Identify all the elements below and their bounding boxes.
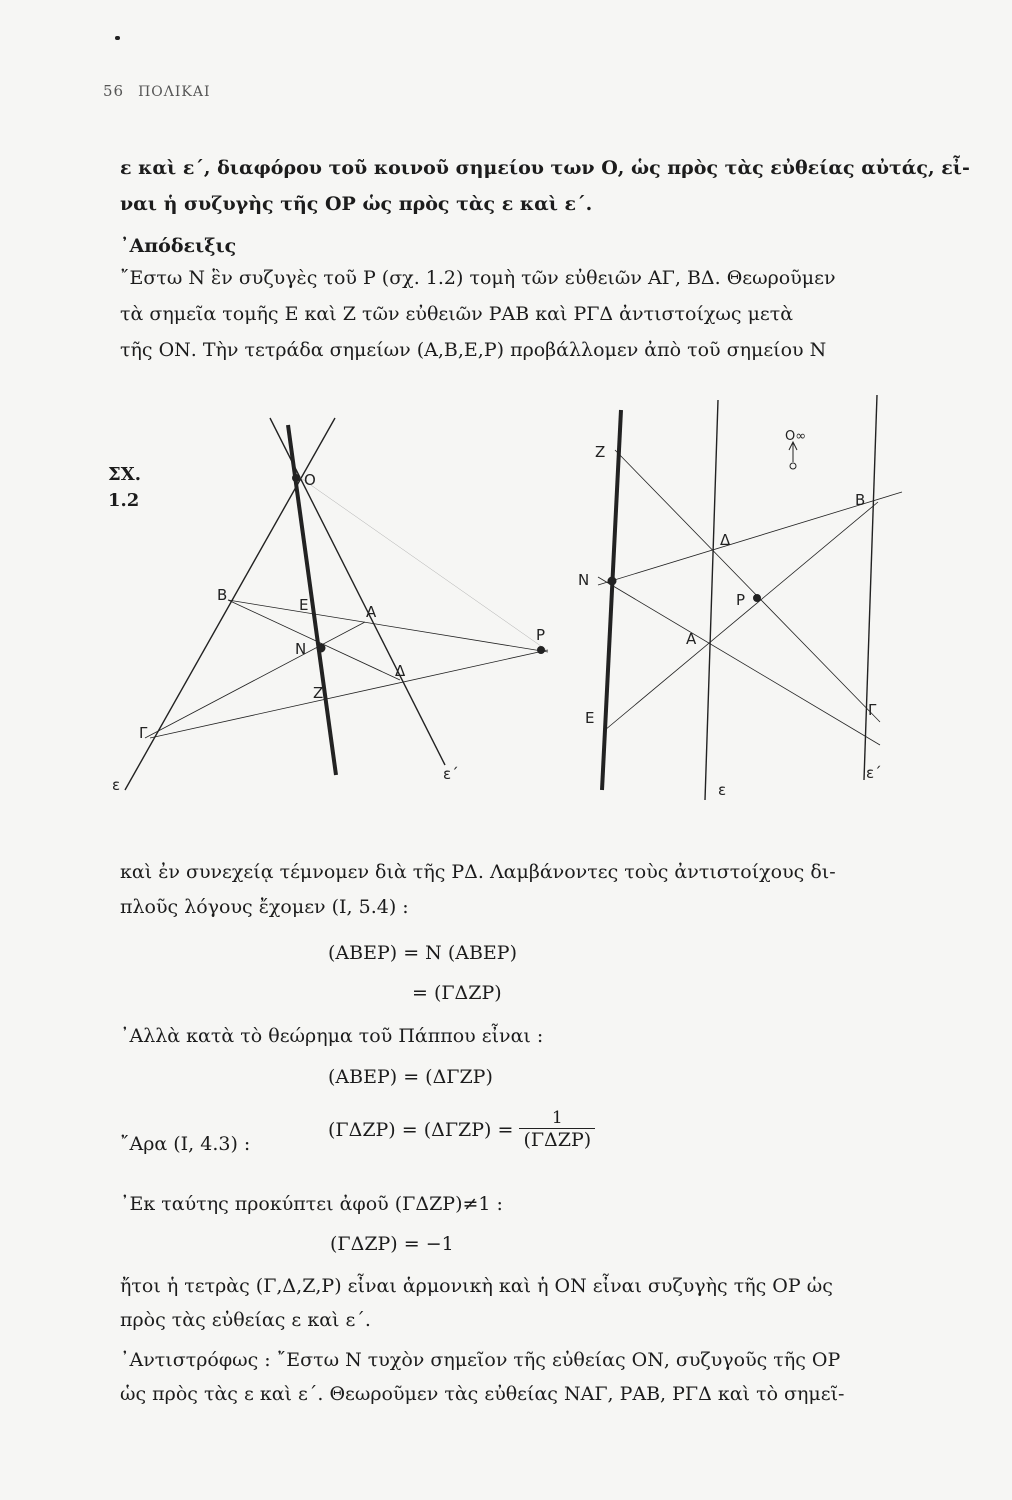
line-NO-inf — [602, 410, 621, 790]
proof-line-3: τῆς ΟΝ. Τὴν τετράδα σημείων (Α,Β,Ε,Ρ) προβάλλομεν ἀπὸ τοῦ σημείου Ν — [120, 339, 827, 361]
line-PGD — [150, 650, 548, 738]
converse-line-2: ὡς πρὸς τὰς ε καὶ ε΄. Θεωροῦμεν τὰς εὐθείας ΝΑΓ, ΡΑΒ, ΡΓΔ καὶ τὸ σημεῖ- — [120, 1383, 845, 1405]
label-Gamma-right: Γ — [868, 701, 877, 719]
fraction — [519, 1108, 595, 1151]
label-Z-left: Z — [313, 684, 324, 702]
theorem-line-1: ε καὶ ε΄, διαφόρου τοῦ κοινοῦ σημείου των Ο, ὡς πρὸς τὰς εὐθείας αὐτάς, εἶ- — [120, 157, 970, 179]
label-A-right: A — [686, 630, 697, 648]
label-P-right: P — [736, 591, 746, 609]
point-N-right — [608, 577, 616, 585]
label-O: O — [304, 471, 316, 489]
page-number: 56 — [103, 82, 125, 100]
label-B-right: B — [855, 491, 866, 509]
point-N — [317, 644, 325, 652]
label-N-right: N — [578, 571, 590, 589]
fraction-numerator: 1 — [519, 1108, 595, 1129]
right-diagram — [598, 395, 902, 800]
label-E-left: E — [299, 596, 309, 614]
label-A-left: A — [366, 603, 377, 621]
conclusion-line-2: πρὸς τὰς εὐθείας ε καὶ ε΄. — [120, 1309, 371, 1331]
line-PAB — [228, 600, 548, 652]
label-N-left: N — [295, 640, 307, 658]
point-P — [538, 647, 545, 654]
theorem-line-2: ναι ἡ συζυγὴς τῆς ΟΡ ὡς πρὸς τὰς ε καὶ ε΄. — [120, 193, 593, 215]
fraction-denominator: (ΓΔΖΡ) — [523, 1129, 592, 1151]
line-PGD-right — [615, 450, 880, 722]
label-Delta-left: Δ — [395, 662, 406, 680]
ek-line: ᾿Εκ ταύτης προκύπτει ἀφοῦ (ΓΔΖΡ)≠1 : — [120, 1193, 503, 1215]
label-E-right: E — [585, 709, 595, 727]
line-eps-right — [705, 400, 718, 800]
label-O-inf: O∞ — [785, 429, 807, 444]
converse-line-1: ᾿Αντιστρόφως : ῎Εστω Ν τυχὸν σημεῖον τῆς εὐθείας ΟΝ, συζυγοῦς τῆς ΟΡ — [120, 1349, 841, 1371]
pappus-intro: ᾿Αλλὰ κατὰ τὸ θεώρημα τοῦ Πάππου εἶναι : — [120, 1025, 544, 1047]
equation-4 — [328, 1108, 595, 1151]
continuation-line-2: πλοῦς λόγους ἔχομεν (Ι, 5.4) : — [120, 896, 409, 918]
equation-4-lhs: (ΓΔΖΡ) = (ΔΓΖΡ) = — [328, 1118, 514, 1141]
proof-line-2: τὰ σημεῖα τομῆς Ε καὶ Ζ τῶν εὐθειῶν ΡΑΒ καὶ ΡΓΔ ἀντιστοίχως μετὰ — [120, 303, 794, 325]
running-title: ΠΟΛΙΚΑΙ — [138, 84, 211, 100]
proof-line-1: ῎Εστω Ν ἓν συζυγὲς τοῦ Ρ (σχ. 1.2) τομὴ τῶν εὐθειῶν ΑΓ, ΒΔ. Θεωροῦμεν — [120, 267, 836, 289]
equation-3: (ΑΒΕΡ) = (ΔΓΖΡ) — [328, 1066, 493, 1088]
label-Z-right: Z — [595, 443, 606, 461]
continuation-line-1: καὶ ἐν συνεχείᾳ τέμνομεν διὰ τῆς ΡΔ. Λαμβάνοντες τοὺς ἀντιστοίχους δι- — [120, 861, 836, 883]
label-Delta-right: Δ — [720, 531, 731, 549]
proof-heading: ᾿Απόδειξις — [120, 235, 237, 257]
ara-line: ῎Αρα (Ι, 4.3) : — [120, 1133, 251, 1155]
point-P-right — [754, 595, 761, 602]
point-O — [293, 475, 300, 482]
line-NAG — [145, 622, 365, 738]
label-eps-prime-right: ε΄ — [866, 764, 882, 782]
figure-label-line-2: 1.2 — [108, 490, 140, 511]
equation-2: = (ΓΔΖΡ) — [412, 982, 502, 1004]
figure-label-line-1: ΣΧ. — [108, 464, 141, 485]
line-PAB-right — [605, 502, 878, 730]
line-eps-prime-right — [864, 395, 877, 780]
label-eps-left: ε — [112, 776, 121, 794]
point-O-small — [790, 463, 796, 469]
label-eps-right: ε — [718, 781, 727, 799]
equation-5: (ΓΔΖΡ) = −1 — [330, 1233, 454, 1255]
label-P-left: P — [536, 626, 546, 644]
equation-1: (ΑΒΕΡ) = Ν (ΑΒΕΡ) — [328, 942, 517, 964]
label-Gamma-left: Γ — [139, 724, 148, 742]
conclusion-line-1: ἤτοι ἡ τετρὰς (Γ,Δ,Ζ,Ρ) εἶναι ἁρμονικὴ καὶ ἡ ΟΝ εἶναι συζυγὴς τῆς ΟΡ ὡς — [120, 1275, 833, 1297]
label-B-left: B — [217, 586, 228, 604]
left-diagram — [125, 418, 548, 790]
line-eps-prime — [270, 418, 445, 765]
line-OP — [298, 476, 548, 651]
label-eps-prime-left: ε΄ — [443, 765, 459, 783]
